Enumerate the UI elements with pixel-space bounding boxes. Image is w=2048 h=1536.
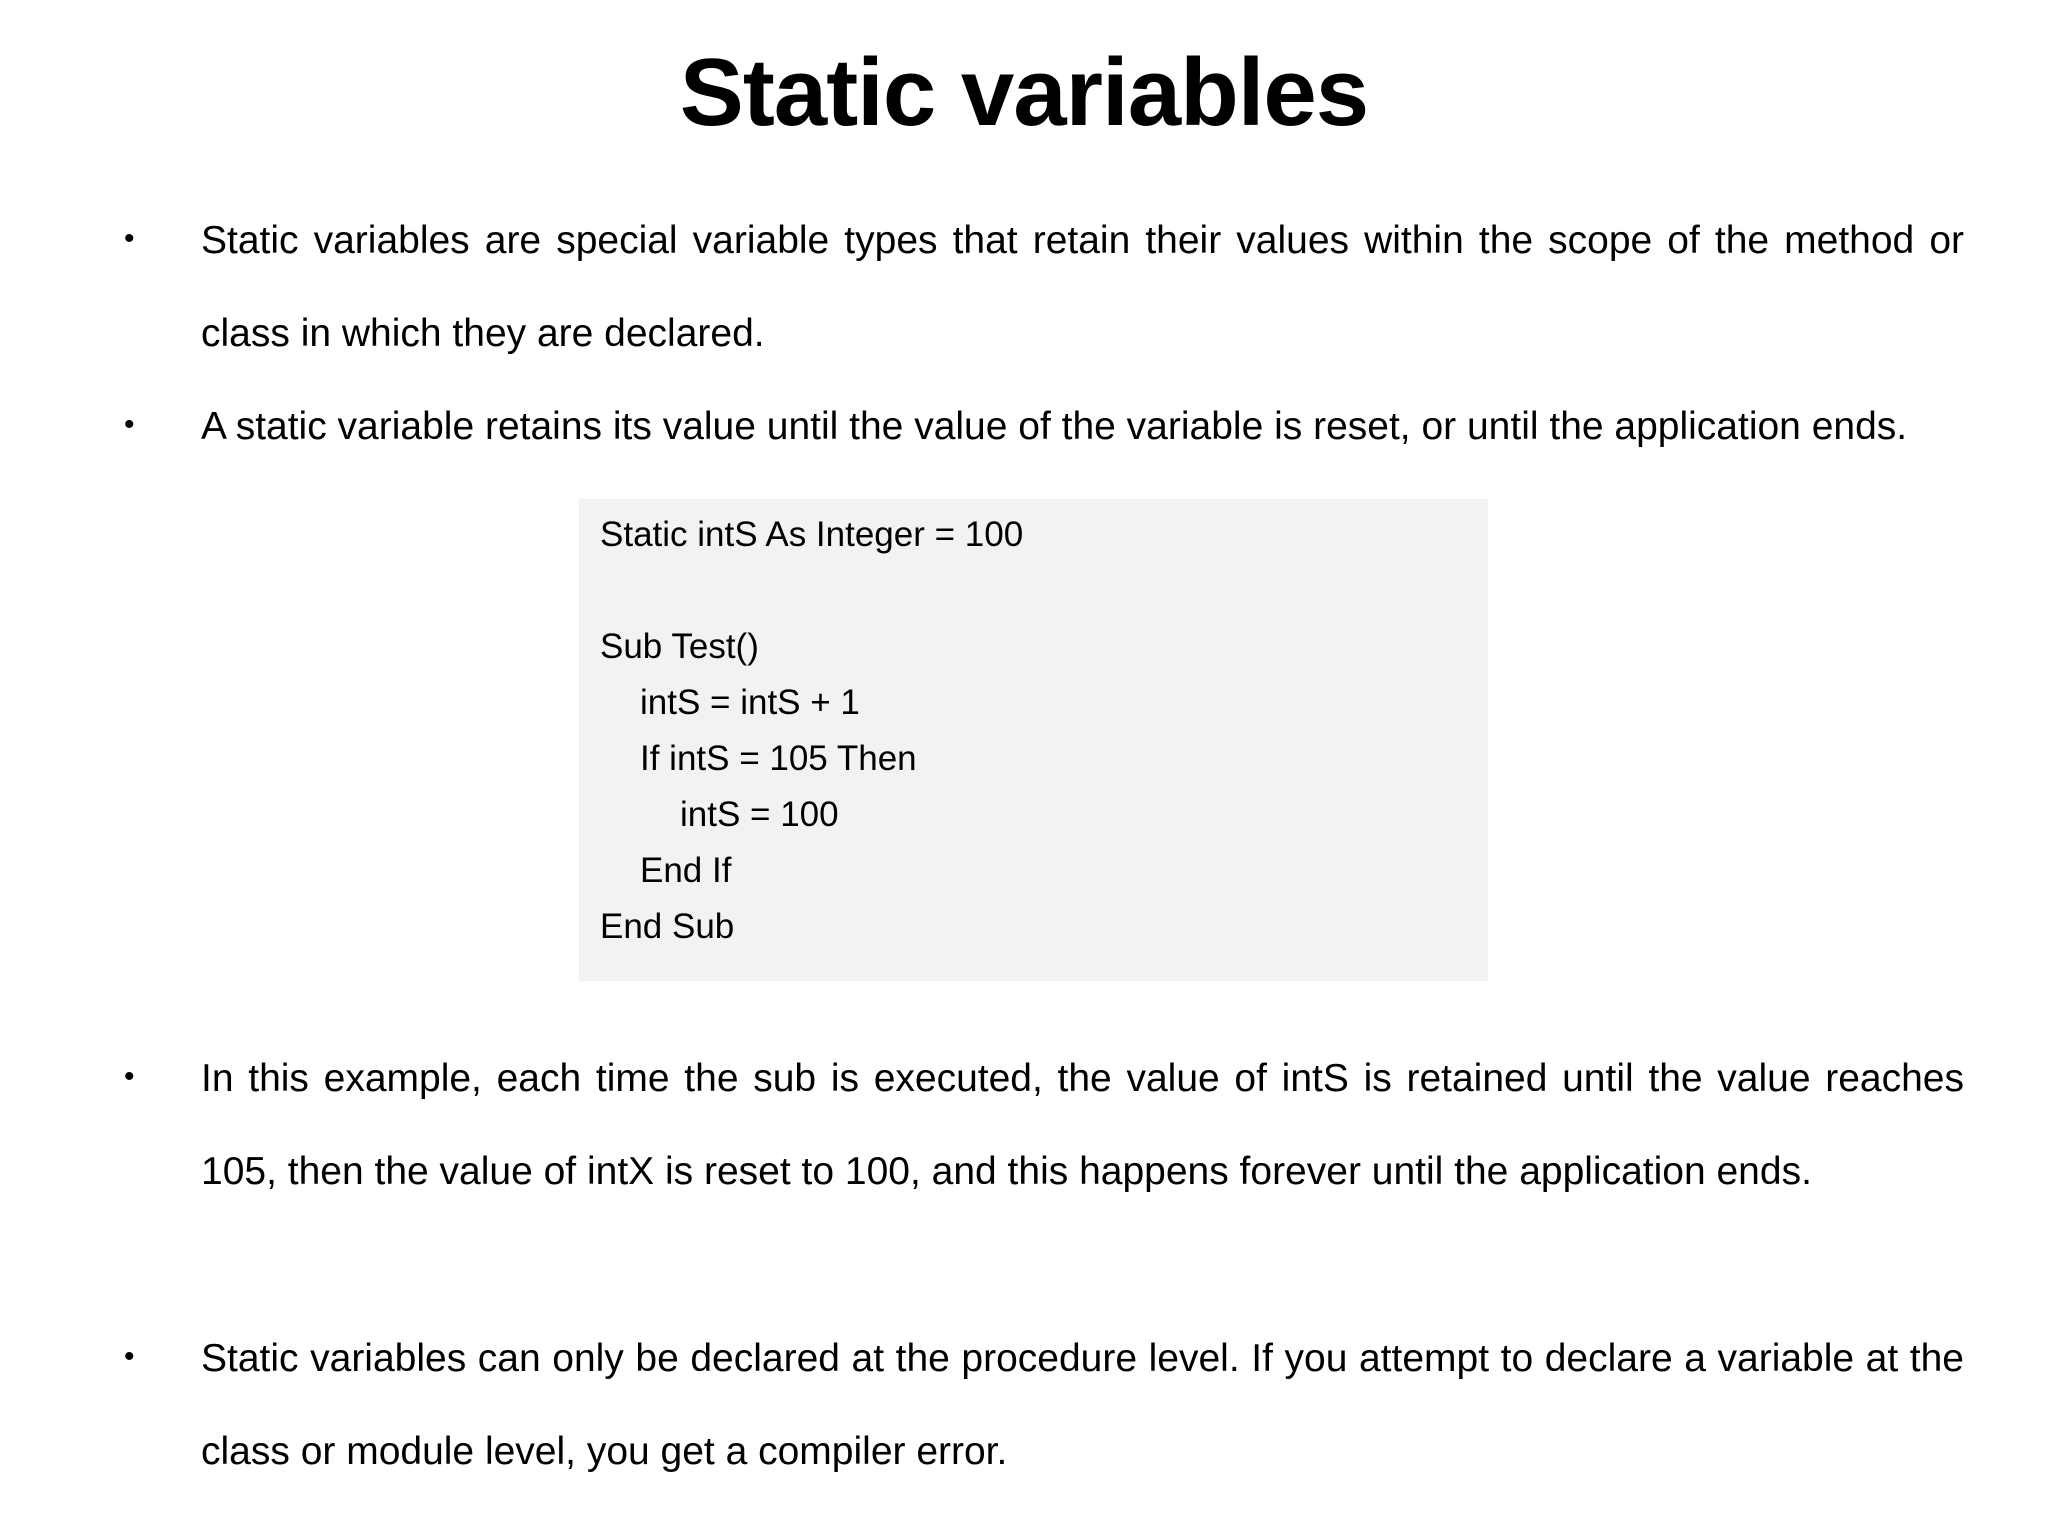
bullet-marker: •	[124, 408, 135, 441]
bullet-marker: •	[124, 1060, 135, 1093]
code-line: End Sub	[600, 907, 735, 946]
bullet-marker: •	[124, 222, 135, 255]
code-line: intS = 100	[680, 795, 839, 834]
slide-title: Static variables	[679, 39, 1369, 146]
code-line: intS = intS + 1	[640, 683, 860, 722]
code-line: Sub Test()	[600, 627, 759, 666]
bullet-retains-value: A static variable retains its value until the value of the variable is reset, or until the application ends.	[201, 405, 1908, 448]
code-sample	[579, 499, 1488, 981]
bullet-marker: •	[124, 1340, 135, 1373]
bullet-static-definition: Static variables are special variable types that retain their values within the scope of the method or class in which they are declared.	[201, 219, 1964, 355]
bullet-example-explanation: In this example, each time the sub is executed, the value of intS is retained until the value reaches 105, then the value of intX is reset to 100, and this happens forever until the application ends.	[201, 1057, 1964, 1193]
code-line: End If	[640, 851, 732, 890]
code-line: If intS = 105 Then	[640, 739, 917, 778]
code-line: Static intS As Integer = 100	[600, 515, 1024, 554]
bullet-procedure-level: Static variables can only be declared at the procedure level. If you attempt to declare a variable at the class or module level, you get a compiler error.	[201, 1337, 1964, 1473]
